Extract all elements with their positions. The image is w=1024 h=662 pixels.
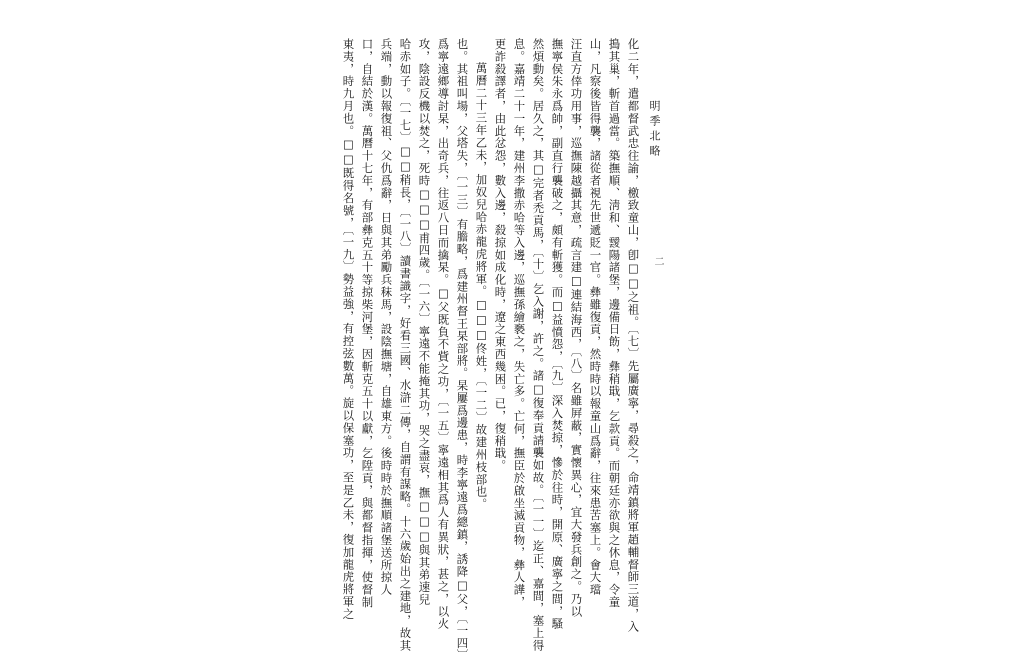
book-page <box>341 38 672 662</box>
text-column: 爲寧遠鄉導討杲，出奇兵，往返八日而擒杲。□父既負不貲之功，〔一五〕寧遠相其爲人有異狀，甚之，以火 <box>436 38 451 631</box>
text-column: 也。其祖叫場，父塔失，〔一三〕有膽略，爲建州督王杲部將。杲屢爲邊患，時李寧遠爲總鎮，誘降□父，〔一四〕 <box>455 38 470 662</box>
text-column: 更詐殺譯者，由此忿怨，數入邊，殺掠如成化時，遼之東西幾困。已，復稍戢。 <box>493 38 508 472</box>
text-column: 撫寧侯朱永爲帥，副直行襲破之，頗有斬獲。而□益憤怨，〔九〕深入焚掠，慘於往時，開原、廣寧之間，騷 <box>550 38 565 631</box>
text-column: 汪直方倖功用事，巡撫陳越攝其意，疏言建□連結海西，〔八〕名雖屛蔽，實懷異心，宜大發兵創之。乃以 <box>569 38 584 618</box>
text-column: 兵端，動以報復祖、父仇爲辭，日與其弟勵兵秣馬，設陰撫塘，自雄東方。後時時於撫順諸堡送所掠人 <box>379 38 394 596</box>
text-column: 然煩動矣。居久之，其□完者禿貢馬，〔十〕乞入謝，許之。諸□復奉貢請襲如故。〔一一〕迄正、嘉間，塞上得 <box>531 38 546 652</box>
text-column: 東夷，時九月也。□□既得名號，〔一九〕勢益強，有控弦數萬。旋以保塞功，至是乙未，復加龍虎將軍之 <box>341 38 356 621</box>
text-column: 口，自結於漢。萬曆十七年，有部彝克五十等掠柴河堡，因斬克五十以獻，乞陞貢，與都督指揮，使督制 <box>360 38 375 609</box>
text-column: 化二年，遣都督武忠往諭，檄致童山，卽□□之祖。〔七〕先屬廣寧，尋殺之，命靖鎮將軍趙輔督師三道，入 <box>626 38 641 633</box>
text-columns <box>341 38 672 662</box>
text-column: 萬曆二十三年乙未，加奴兒哈赤龍虎將軍。□□□佟姓，〔一二〕故建州枝部也。 <box>474 62 489 511</box>
text-column: 山，凡察後皆得襲，諸從者視先世遞貶一官。彝雖復貢，然時時以報童山爲辭，往來患苦塞上。會大璫 <box>588 38 603 596</box>
text-column: 搗其巢，斬首過當。築撫順、淸和、靉陽諸堡，邊備日飭，彝稍戢，乞款貢。而朝廷亦欲與之休息，令童 <box>607 38 622 609</box>
text-column: 息。嘉靖二十一年，建州李撒赤哈等入邊，巡撫孫繪褻之，失亡多。亡何，撫臣於啟坐滅貢物，彝人譁， <box>512 38 527 609</box>
running-header-title: 明季北略 <box>648 100 661 160</box>
text-column: 哈赤如子。〔一七〕□□稍長，〔一八〕讀書識字，好看三國、水滸二傳，自謂有謀略。十六歲始出之建地，故其 <box>398 38 413 652</box>
text-column: 攻，陰設反機以焚之，死時□□□甫四歲。〔一六〕寧遠不能掩其功，哭之盡哀，撫□□□與其弟速兒 <box>417 38 432 606</box>
page-number: 二 <box>652 256 663 270</box>
